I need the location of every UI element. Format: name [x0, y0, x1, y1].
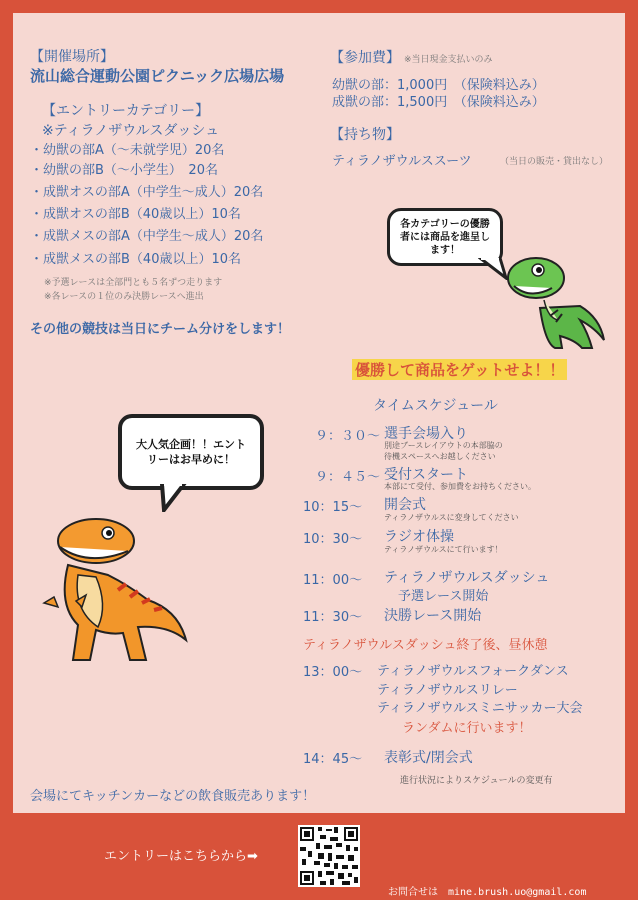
category-item: ・成獣オスの部A（中学生～成人）20名 — [30, 185, 264, 200]
entry-qr-code[interactable] — [298, 825, 360, 887]
fee-child: 幼獣の部：1,000円 （保険料込み） — [332, 78, 545, 93]
win-message: 優勝して商品をゲットせよ！！ — [352, 359, 567, 380]
green-dinosaur-icon — [500, 248, 610, 358]
entry-link[interactable]: エントリーはこちらから➡ — [104, 849, 258, 864]
kitchen-note: 会場にてキッチンカーなどの飲食販売あります！ — [30, 789, 316, 804]
random-note: ランダムに行います！ — [402, 721, 532, 736]
venue-heading: 【開催場所】 — [30, 49, 114, 65]
entry-heading: 【エントリーカテゴリー】 — [42, 103, 210, 119]
schedule-time: 14：45～ — [303, 752, 363, 767]
schedule-time: 10：30～ — [303, 532, 363, 547]
afternoon-event: ティラノザウルスミニサッカー大会 — [377, 701, 583, 716]
fee-note: ※当日現金支払いのみ — [404, 55, 493, 65]
fee-adult: 成獣の部：1,500円 （保険料込み） — [332, 95, 545, 110]
orange-dinosaur-icon — [38, 515, 188, 670]
popular-bubble: 大人気企画！！エントリーはお早めに！ — [118, 414, 264, 490]
lunch-break: ティラノザウルスダッシュ終了後、昼休憩 — [303, 638, 548, 653]
schedule-title: 表彰式/閉会式 — [384, 750, 473, 766]
entry-note: ※予選レースは全部門とも５名ずつ走ります — [44, 278, 223, 288]
afternoon-event: ティラノザウルスフォークダンス — [377, 664, 569, 679]
venue-name: 流山総合運動公園ピクニック広場広場 — [30, 67, 285, 85]
schedule-time: 10：15～ — [303, 500, 363, 515]
schedule-title: ラジオ体操 — [384, 529, 454, 545]
schedule-time: 11：30～ — [303, 610, 363, 625]
schedule-sub: ティラノザウルスに変身してください — [384, 513, 519, 522]
afternoon-event: ティラノザウルスリレー — [377, 683, 518, 698]
schedule-sub: ティラノザウルスにて行います！ — [384, 545, 503, 554]
other-events: その他の競技は当日にチーム分けをします！ — [30, 322, 291, 337]
schedule-sub: 別途ブースレイアウトの本部脇の — [384, 441, 503, 450]
schedule-heading: タイムスケジュール — [373, 398, 498, 414]
schedule-sub: 待機スペースへお越しください — [384, 452, 496, 461]
schedule-title: 開会式 — [384, 497, 426, 513]
items-heading: 【持ち物】 — [330, 127, 400, 143]
qr-code-icon — [298, 825, 360, 887]
schedule-time: 11：00～ — [303, 573, 363, 588]
category-item: ・幼獣の部B（～小学生） 20名 — [30, 163, 218, 178]
schedule-title: ティラノザウルスダッシュ — [384, 570, 550, 586]
schedule-time: ９：３０～ — [315, 429, 381, 444]
popular-bubble-tail — [158, 484, 190, 512]
category-item: ・成獣メスの部B（40歳以上）10名 — [30, 252, 242, 267]
items-item: ティラノザウルススーツ — [332, 154, 472, 169]
schedule-time: ９：４５～ — [315, 470, 381, 485]
entry-note: ※各レースの１位のみ決勝レースへ進出 — [44, 292, 204, 302]
prize-bubble: 各カテゴリーの優勝者には商品を進呈します！ — [387, 208, 503, 266]
items-note: （当日の販売・貸出なし） — [500, 157, 609, 167]
contact-email[interactable]: お問合せは mine.brush.uo@gmail.com — [388, 887, 587, 898]
schedule-change-note: 進行状況によりスケジュールの変更有 — [400, 776, 553, 786]
entry-event: ※ティラノザウルスダッシュ — [42, 123, 220, 139]
category-item: ・幼獣の部A（～未就学児）20名 — [30, 143, 225, 158]
schedule-sub: 本部にて受付、参加費をお持ちください。 — [384, 482, 536, 491]
schedule-time: 13：00～ — [303, 665, 363, 680]
schedule-title: 選手会場入り — [384, 426, 468, 442]
category-item: ・成獣メスの部A（中学生～成人）20名 — [30, 229, 264, 244]
fee-heading: 【参加費】 — [330, 50, 400, 66]
schedule-title: 受付スタート — [384, 467, 468, 483]
schedule-sub: 予選レース開始 — [398, 589, 489, 604]
category-item: ・成獣オスの部B（40歳以上）10名 — [30, 207, 241, 222]
schedule-title: 決勝レース開始 — [384, 608, 482, 624]
